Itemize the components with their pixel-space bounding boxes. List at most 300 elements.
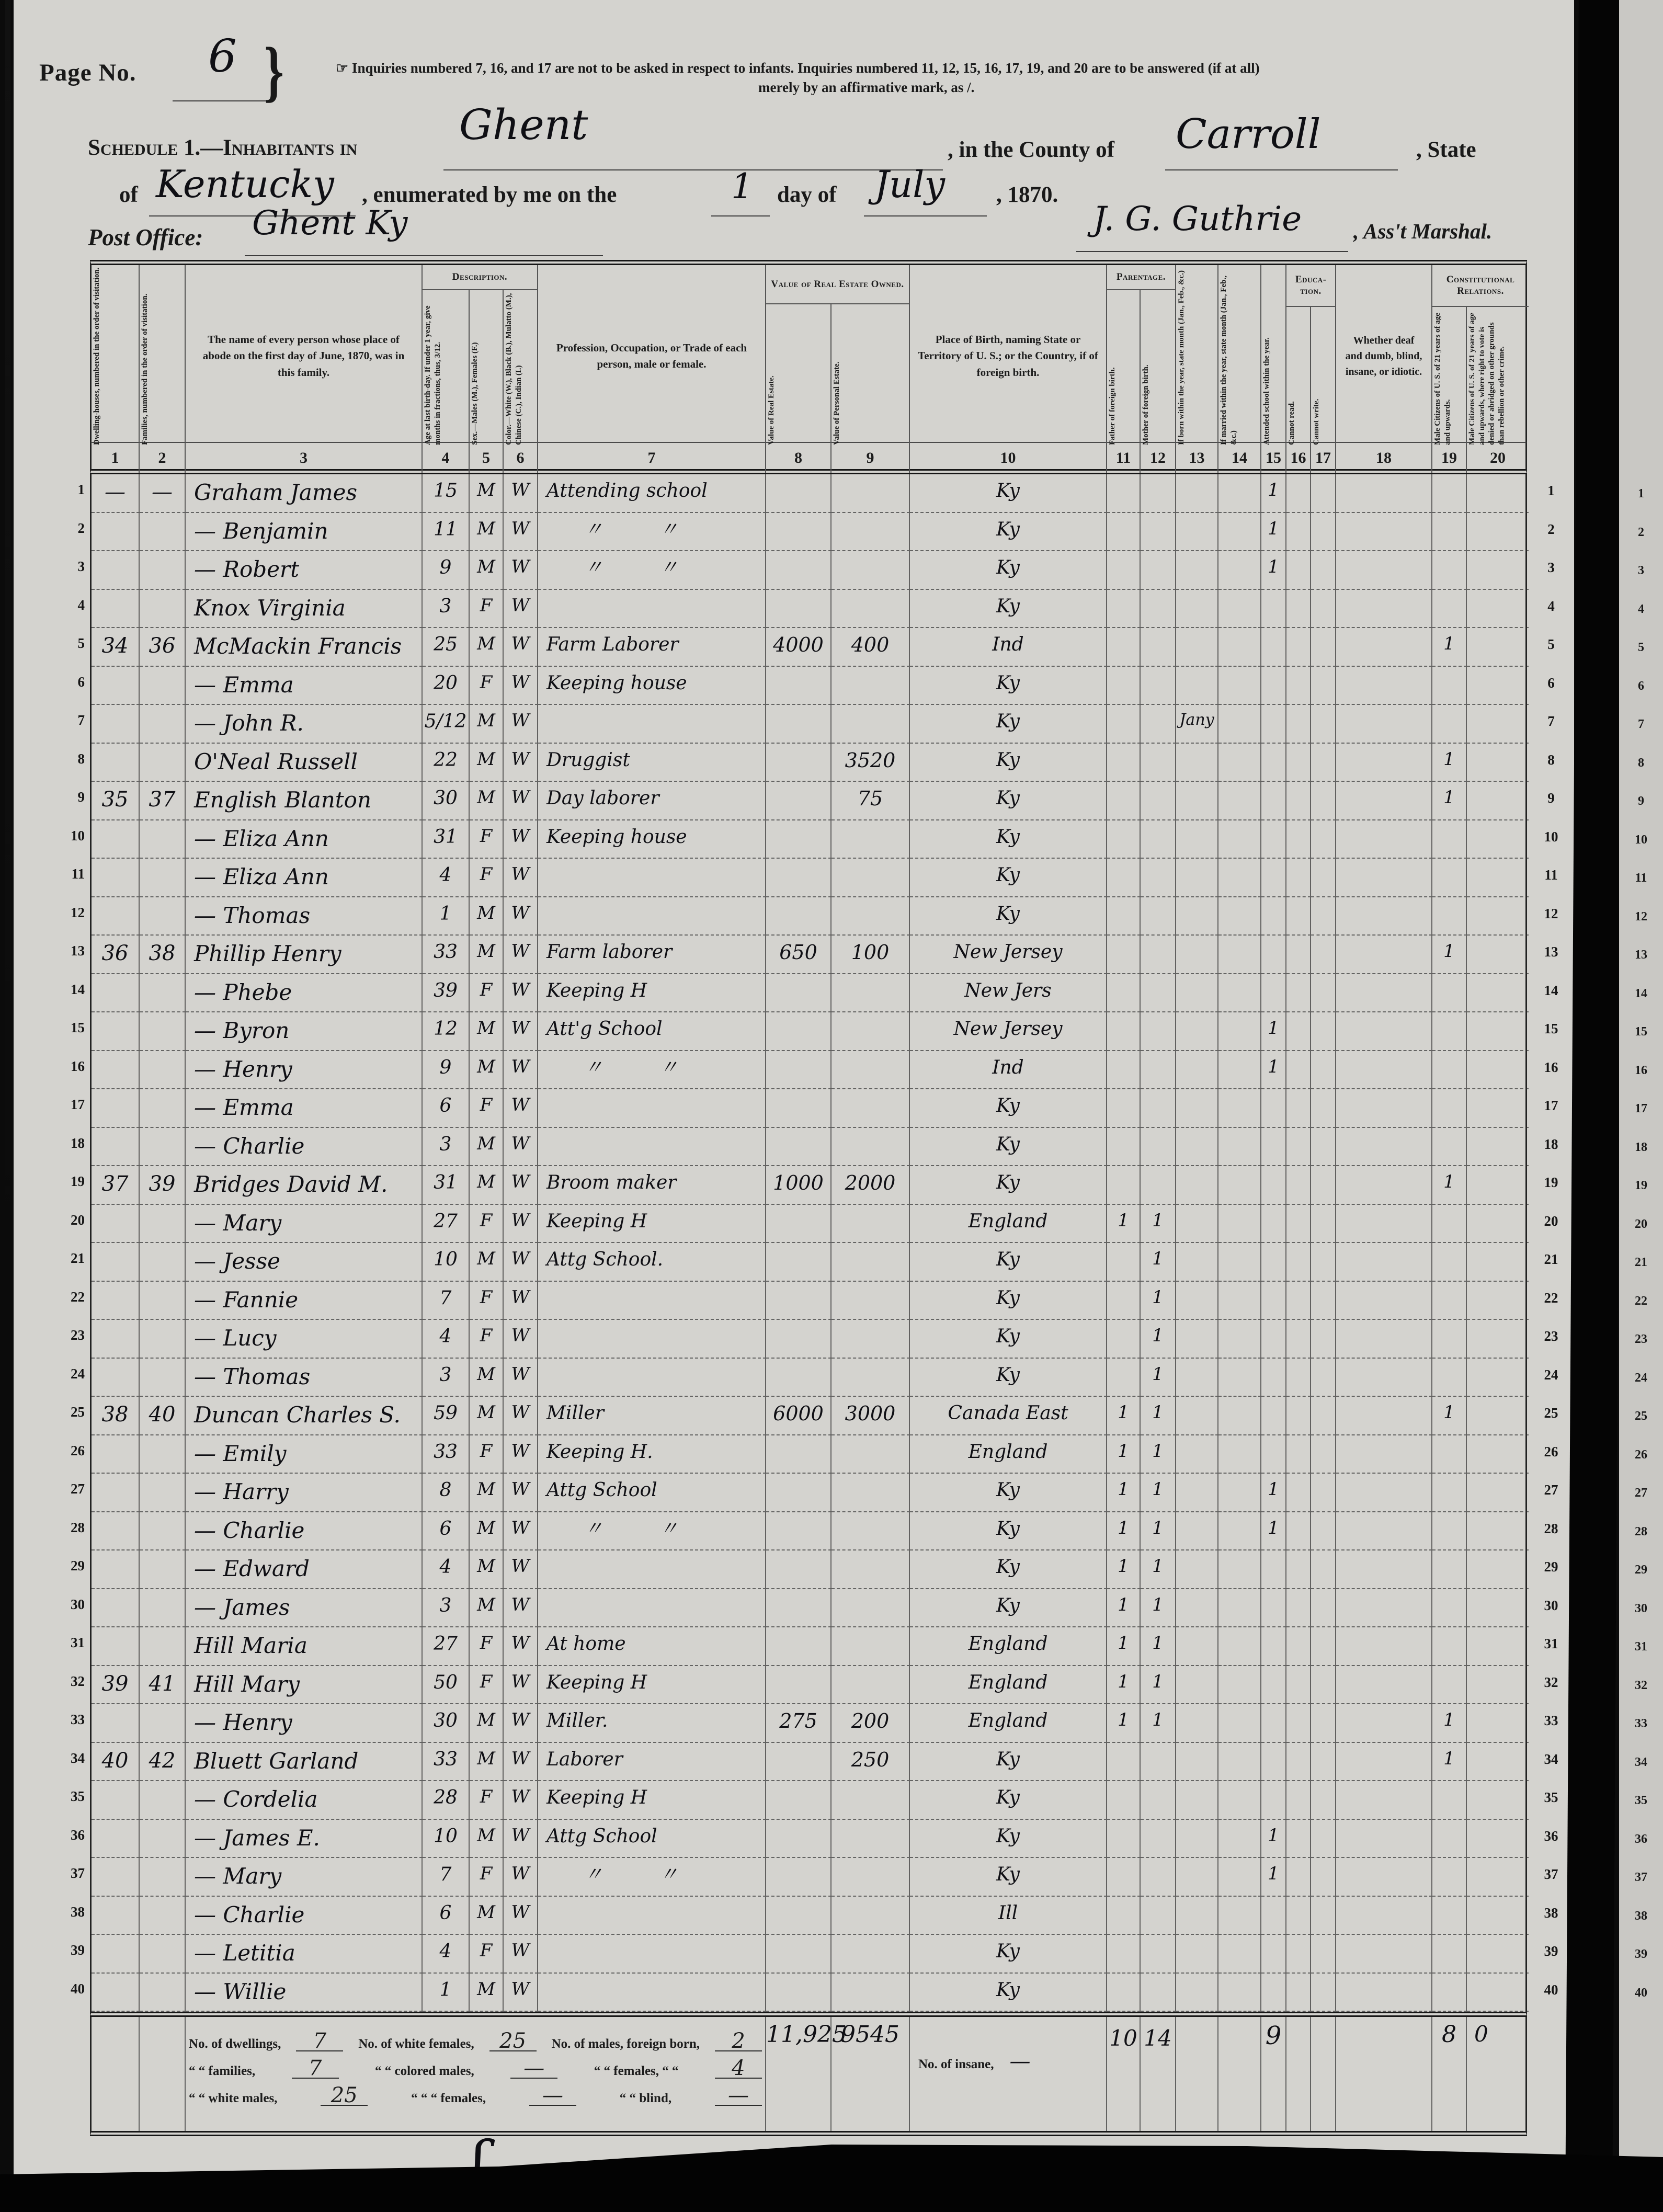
cell-born-month xyxy=(1176,1743,1218,1782)
cell-name: Duncan Charles S. xyxy=(186,1397,423,1435)
cell-born-month xyxy=(1176,1820,1218,1858)
cell-married-month xyxy=(1218,1974,1261,2012)
line-number: 8 xyxy=(77,750,85,767)
cell-married-month xyxy=(1218,820,1261,859)
brace-glyph: } xyxy=(264,33,284,109)
cell-father-foreign xyxy=(1107,782,1141,820)
cell-deaf-dumb xyxy=(1336,1512,1432,1551)
cell-cannot-write xyxy=(1311,859,1336,897)
cell-name: — Eliza Ann xyxy=(186,820,423,859)
cell-married-month xyxy=(1218,551,1261,590)
cell-cannot-write xyxy=(1311,936,1336,974)
right-line-number: 15 xyxy=(1544,1021,1558,1036)
cell-cannot-write xyxy=(1311,1089,1336,1128)
cell-real-estate: 4000 xyxy=(766,628,832,667)
cell-citizen-denied xyxy=(1467,474,1529,513)
cell-school xyxy=(1261,897,1286,936)
cell-name: O'Neal Russell xyxy=(186,744,423,782)
cell-occupation: At home xyxy=(538,1627,766,1666)
cell-mother-foreign xyxy=(1141,1858,1176,1897)
cell-family xyxy=(140,513,186,552)
cell-mother-foreign xyxy=(1141,782,1176,820)
cell-father-foreign xyxy=(1107,667,1141,705)
cell-father-foreign xyxy=(1107,1974,1141,2012)
cell-cannot-write xyxy=(1311,897,1336,936)
cell-born-month xyxy=(1176,628,1218,667)
cell-married-month xyxy=(1218,1474,1261,1512)
cell-deaf-dumb xyxy=(1336,667,1432,705)
cell-deaf-dumb xyxy=(1336,474,1432,513)
cell-age: 27 xyxy=(423,1627,470,1666)
cell-deaf-dumb xyxy=(1336,1704,1432,1743)
cell-birthplace: Ky xyxy=(910,1166,1107,1205)
cell-cannot-write xyxy=(1311,1397,1336,1435)
cell-married-month xyxy=(1218,1704,1261,1743)
cell-age: 10 xyxy=(423,1243,470,1282)
cell-personal-estate xyxy=(832,1474,910,1512)
cell-occupation xyxy=(538,1282,766,1320)
cell-father-foreign xyxy=(1107,1282,1141,1320)
cell-family xyxy=(140,1820,186,1858)
cell-occupation xyxy=(538,1974,766,2012)
right-line-number: 31 xyxy=(1544,1636,1558,1651)
right-line-number: 3 xyxy=(1547,560,1555,575)
cell-born-month xyxy=(1176,590,1218,629)
cell-color: W xyxy=(504,859,538,897)
cell-sex: F xyxy=(470,1781,504,1820)
cell-deaf-dumb xyxy=(1336,1743,1432,1782)
cell-father-foreign xyxy=(1107,936,1141,974)
column-number: 16 xyxy=(1286,443,1311,473)
column-number: 10 xyxy=(910,443,1107,473)
cell-married-month xyxy=(1218,474,1261,513)
cell-deaf-dumb xyxy=(1336,859,1432,897)
cell-mother-foreign xyxy=(1141,551,1176,590)
cell-real-estate: 275 xyxy=(766,1704,832,1743)
cell-born-month xyxy=(1176,513,1218,552)
page-no-value: 6 xyxy=(208,30,237,83)
cell-mother-foreign: 1 xyxy=(1141,1243,1176,1282)
cell-cannot-read xyxy=(1286,1282,1311,1320)
cell-cannot-read xyxy=(1286,590,1311,629)
cell-dwelling xyxy=(92,1205,140,1244)
cell-real-estate xyxy=(766,474,832,513)
cell-married-month xyxy=(1218,1627,1261,1666)
right-line-number: 1 xyxy=(1547,483,1555,498)
cell-occupation: Keeping H xyxy=(538,974,766,1013)
cell-name: — Mary xyxy=(186,1858,423,1897)
cell-dwelling xyxy=(92,1781,140,1820)
right-line-number: 32 xyxy=(1544,1674,1558,1690)
cell-citizen xyxy=(1432,667,1467,705)
total-attended-school: 9 xyxy=(1261,2017,1286,2131)
strip-line-number: 34 xyxy=(1635,1755,1647,1769)
cell-real-estate xyxy=(766,1512,832,1551)
cell-married-month xyxy=(1218,513,1261,552)
cell-citizen-denied xyxy=(1467,859,1529,897)
cell-family: 37 xyxy=(140,782,186,820)
cell-sex: M xyxy=(470,1512,504,1551)
cell-father-foreign: 1 xyxy=(1107,1512,1141,1551)
cell-school xyxy=(1261,1128,1286,1167)
cell-born-month xyxy=(1176,936,1218,974)
right-line-number: 26 xyxy=(1544,1443,1558,1460)
cell-born-month xyxy=(1176,1051,1218,1090)
cell-cannot-read xyxy=(1286,1359,1311,1397)
cell-born-month xyxy=(1176,1512,1218,1551)
strip-line-number: 22 xyxy=(1635,1294,1647,1308)
cell-citizen xyxy=(1432,1051,1467,1090)
cell-father-foreign xyxy=(1107,820,1141,859)
cell-family xyxy=(140,744,186,782)
table-footer xyxy=(90,2017,1527,2136)
cell-cannot-write xyxy=(1311,705,1336,744)
cell-married-month xyxy=(1218,1320,1261,1359)
table-body xyxy=(90,474,1527,2017)
cell-age: 28 xyxy=(423,1781,470,1820)
cell-color: W xyxy=(504,1935,538,1974)
footer-cell-family xyxy=(140,2017,186,2131)
cell-cannot-write xyxy=(1311,1282,1336,1320)
cell-color: W xyxy=(504,1051,538,1090)
cell-family xyxy=(140,1589,186,1628)
cell-age: 39 xyxy=(423,974,470,1013)
strip-line-number: 5 xyxy=(1638,641,1644,654)
strip-line-number: 30 xyxy=(1635,1601,1647,1615)
cell-citizen-denied xyxy=(1467,1935,1529,1974)
cell-cannot-write xyxy=(1311,1627,1336,1666)
cell-color: W xyxy=(504,1627,538,1666)
strip-line-number: 37 xyxy=(1635,1871,1647,1884)
cell-dwelling xyxy=(92,1128,140,1167)
cell-color: W xyxy=(504,1474,538,1512)
cell-cannot-write xyxy=(1311,474,1336,513)
cell-citizen xyxy=(1432,1550,1467,1589)
line-number: 6 xyxy=(77,674,85,690)
cell-family xyxy=(140,1359,186,1397)
cell-mother-foreign: 1 xyxy=(1141,1435,1176,1474)
cell-real-estate xyxy=(766,744,832,782)
strip-line-number: 26 xyxy=(1635,1447,1647,1462)
footer-cell-cannot-write xyxy=(1311,2017,1336,2131)
cell-deaf-dumb xyxy=(1336,1627,1432,1666)
cell-cannot-read xyxy=(1286,1089,1311,1128)
cell-citizen: 1 xyxy=(1432,1743,1467,1782)
cell-real-estate xyxy=(766,1627,832,1666)
cell-personal-estate: 2000 xyxy=(832,1166,910,1205)
cell-age: 59 xyxy=(423,1397,470,1435)
cell-deaf-dumb xyxy=(1336,1012,1432,1051)
cell-father-foreign xyxy=(1107,513,1141,552)
cell-name: Bridges David M. xyxy=(186,1166,423,1205)
cell-dwelling xyxy=(92,1974,140,2012)
cell-family xyxy=(140,1282,186,1320)
cell-name: McMackin Francis xyxy=(186,628,423,667)
cell-deaf-dumb xyxy=(1336,974,1432,1013)
cell-citizen-denied xyxy=(1467,1012,1529,1051)
cell-color: W xyxy=(504,1974,538,2012)
cell-deaf-dumb xyxy=(1336,1089,1432,1128)
cell-born-month xyxy=(1176,1128,1218,1167)
cell-family: 39 xyxy=(140,1166,186,1205)
cell-father-foreign xyxy=(1107,1935,1141,1974)
cell-name: Hill Mary xyxy=(186,1666,423,1705)
cell-color: W xyxy=(504,1858,538,1897)
cell-age: 15 xyxy=(423,474,470,513)
cell-sex: F xyxy=(470,1089,504,1128)
cell-deaf-dumb xyxy=(1336,590,1432,629)
cell-married-month xyxy=(1218,1089,1261,1128)
cell-sex: F xyxy=(470,1320,504,1359)
cell-birthplace: Ky xyxy=(910,1359,1107,1397)
cell-born-month xyxy=(1176,974,1218,1013)
right-line-number: 17 xyxy=(1544,1098,1558,1113)
cell-color: W xyxy=(504,1820,538,1858)
census-table xyxy=(90,260,1527,2136)
cell-personal-estate xyxy=(832,1243,910,1282)
strip-line-number: 29 xyxy=(1635,1563,1647,1577)
cell-birthplace: Ky xyxy=(910,705,1107,744)
cell-name: — Phebe xyxy=(186,974,423,1013)
cell-born-month xyxy=(1176,1550,1218,1589)
cell-citizen xyxy=(1432,1089,1467,1128)
cell-family xyxy=(140,1858,186,1897)
cell-family xyxy=(140,1512,186,1551)
cell-birthplace: Ky xyxy=(910,1089,1107,1128)
column-number: 19 xyxy=(1432,443,1467,473)
cell-deaf-dumb xyxy=(1336,1666,1432,1705)
cell-color: W xyxy=(504,1704,538,1743)
strip-line-number: 3 xyxy=(1638,564,1644,577)
col-header-birthplace: Place of Birth, naming State or Territory of U. S.; or the Country, if of foreign birth. xyxy=(910,265,1107,447)
right-line-number: 11 xyxy=(1544,867,1558,883)
cell-family xyxy=(140,667,186,705)
line-number: 20 xyxy=(71,1212,85,1228)
instructions-line2: merely by an affirmative mark, as /. xyxy=(758,79,975,95)
cell-citizen xyxy=(1432,1781,1467,1820)
cell-father-foreign: 1 xyxy=(1107,1550,1141,1589)
cell-sex: F xyxy=(470,1935,504,1974)
cell-deaf-dumb xyxy=(1336,1320,1432,1359)
cell-personal-estate xyxy=(832,513,910,552)
cell-school xyxy=(1261,744,1286,782)
line-number: 33 xyxy=(71,1712,85,1727)
cell-dwelling xyxy=(92,1858,140,1897)
footer-insane xyxy=(910,2017,1107,2131)
column-number: 2 xyxy=(140,443,186,473)
cell-family xyxy=(140,1435,186,1474)
cell-age: 33 xyxy=(423,1743,470,1782)
total-personal-estate: 9545 xyxy=(832,2017,910,2131)
strip-line-number: 21 xyxy=(1635,1256,1647,1269)
cell-cannot-write xyxy=(1311,1589,1336,1628)
line-number: 4 xyxy=(77,597,85,613)
footer-cell-born-month xyxy=(1176,2017,1218,2131)
cell-father-foreign xyxy=(1107,1820,1141,1858)
strip-line-number: 4 xyxy=(1638,602,1644,616)
cell-name: — Henry xyxy=(186,1704,423,1743)
cell-birthplace: Ky xyxy=(910,782,1107,820)
cell-birthplace: Ind xyxy=(910,1051,1107,1090)
cell-real-estate xyxy=(766,1320,832,1359)
cell-dwelling xyxy=(92,551,140,590)
cell-citizen-denied xyxy=(1467,1166,1529,1205)
cell-married-month xyxy=(1218,628,1261,667)
month-underline xyxy=(864,215,987,216)
cell-school xyxy=(1261,667,1286,705)
cell-family xyxy=(140,1627,186,1666)
cell-occupation: Keeping house xyxy=(538,667,766,705)
cell-citizen xyxy=(1432,705,1467,744)
cell-school xyxy=(1261,859,1286,897)
cell-cannot-read xyxy=(1286,1897,1311,1935)
cell-citizen-denied xyxy=(1467,1474,1529,1512)
cell-sex: F xyxy=(470,859,504,897)
cell-real-estate xyxy=(766,1589,832,1628)
cell-family xyxy=(140,1974,186,2012)
strip-line-number: 10 xyxy=(1635,833,1647,847)
cell-real-estate xyxy=(766,1051,832,1090)
right-line-number: 2 xyxy=(1547,521,1555,537)
right-line-number: 24 xyxy=(1544,1366,1558,1383)
cell-cannot-read xyxy=(1286,1012,1311,1051)
cell-mother-foreign: 1 xyxy=(1141,1205,1176,1244)
cell-dwelling xyxy=(92,590,140,629)
cell-personal-estate xyxy=(832,1627,910,1666)
cell-real-estate xyxy=(766,1858,832,1897)
column-number: 3 xyxy=(186,443,423,473)
cell-deaf-dumb xyxy=(1336,1474,1432,1512)
cell-school: 1 xyxy=(1261,1474,1286,1512)
cell-deaf-dumb xyxy=(1336,1051,1432,1090)
cell-personal-estate: 3520 xyxy=(832,744,910,782)
cell-dwelling: 39 xyxy=(92,1666,140,1705)
cell-deaf-dumb xyxy=(1336,551,1432,590)
cell-cannot-read xyxy=(1286,897,1311,936)
cell-deaf-dumb xyxy=(1336,1435,1432,1474)
cell-name: — Willie xyxy=(186,1974,423,2012)
cell-citizen xyxy=(1432,1243,1467,1282)
month-value: July xyxy=(874,163,946,206)
cell-cannot-write xyxy=(1311,1550,1336,1589)
cell-cannot-write xyxy=(1311,590,1336,629)
page-no-underline xyxy=(173,100,269,101)
cell-cannot-read xyxy=(1286,1512,1311,1551)
cell-school xyxy=(1261,1243,1286,1282)
cell-occupation: 〃 〃 xyxy=(538,1512,766,1551)
cell-citizen-denied xyxy=(1467,667,1529,705)
line-number: 10 xyxy=(71,827,85,843)
cell-personal-estate xyxy=(832,1550,910,1589)
cell-sex: F xyxy=(470,1205,504,1244)
cell-born-month xyxy=(1176,1781,1218,1820)
cell-occupation xyxy=(538,1128,766,1167)
cell-cannot-read xyxy=(1286,551,1311,590)
footer-cell-dwelling xyxy=(92,2017,140,2131)
cell-age: 3 xyxy=(423,590,470,629)
cell-color: W xyxy=(504,1012,538,1051)
cell-born-month xyxy=(1176,1589,1218,1628)
cell-school: 1 xyxy=(1261,1051,1286,1090)
cell-age: 5/12 xyxy=(423,705,470,744)
group-header-value-owned: Value of Real Estate Owned. xyxy=(766,265,910,304)
cell-citizen xyxy=(1432,1282,1467,1320)
cell-birthplace: Ky xyxy=(910,1282,1107,1320)
cell-birthplace: Ky xyxy=(910,590,1107,629)
cell-family xyxy=(140,1243,186,1282)
col-header-married-month: If married within the year, state month (Jan., Feb., &c.) xyxy=(1218,265,1261,447)
cell-family: 36 xyxy=(140,628,186,667)
cell-name: — Thomas xyxy=(186,897,423,936)
cell-real-estate: 6000 xyxy=(766,1397,832,1435)
right-line-number: 21 xyxy=(1544,1251,1558,1267)
cell-dwelling xyxy=(92,1012,140,1051)
cell-citizen xyxy=(1432,974,1467,1013)
cell-married-month xyxy=(1218,667,1261,705)
cell-dwelling: 34 xyxy=(92,628,140,667)
cell-color: W xyxy=(504,705,538,744)
strip-line-number: 13 xyxy=(1635,948,1647,962)
cell-real-estate xyxy=(766,513,832,552)
cell-color: W xyxy=(504,974,538,1013)
cell-born-month xyxy=(1176,1704,1218,1743)
footer-cell-married-month xyxy=(1218,2017,1261,2131)
cell-deaf-dumb xyxy=(1336,1974,1432,2012)
of-label: of xyxy=(119,183,138,207)
ink-stroke-mark: ʃ xyxy=(471,2128,486,2195)
cell-dwelling xyxy=(92,1627,140,1666)
cell-name: Bluett Garland xyxy=(186,1743,423,1782)
cell-cannot-write xyxy=(1311,820,1336,859)
cell-personal-estate xyxy=(832,1051,910,1090)
cell-name: — Charlie xyxy=(186,1128,423,1167)
cell-sex: M xyxy=(470,628,504,667)
cell-sex: M xyxy=(470,1897,504,1935)
cell-birthplace: Ky xyxy=(910,1320,1107,1359)
cell-color: W xyxy=(504,1320,538,1359)
stat-label: “ “ females, “ “ xyxy=(594,2064,679,2078)
cell-school xyxy=(1261,590,1286,629)
strip-line-number: 25 xyxy=(1635,1409,1647,1423)
cell-color: W xyxy=(504,1666,538,1705)
cell-occupation: 〃 〃 xyxy=(538,1858,766,1897)
cell-cannot-write xyxy=(1311,1051,1336,1090)
right-line-number: 14 xyxy=(1544,982,1558,998)
cell-mother-foreign xyxy=(1141,1166,1176,1205)
line-number: 11 xyxy=(71,866,85,882)
cell-cannot-write xyxy=(1311,744,1336,782)
col-header-profession: Profession, Occupation, or Trade of each person, male or female. xyxy=(538,265,766,447)
stat-label: No. of dwellings, xyxy=(189,2037,281,2051)
line-number: 22 xyxy=(71,1289,85,1305)
cell-deaf-dumb xyxy=(1336,1589,1432,1628)
cell-dwelling xyxy=(92,1320,140,1359)
cell-cannot-read xyxy=(1286,936,1311,974)
cell-citizen xyxy=(1432,513,1467,552)
column-number: 14 xyxy=(1218,443,1261,473)
cell-color: W xyxy=(504,1282,538,1320)
cell-name: — Emma xyxy=(186,1089,423,1128)
cell-married-month xyxy=(1218,1858,1261,1897)
cell-deaf-dumb xyxy=(1336,1858,1432,1897)
cell-citizen-denied xyxy=(1467,782,1529,820)
col-header-cannot-read: Cannot read. xyxy=(1286,307,1311,447)
cell-occupation: 〃 〃 xyxy=(538,1051,766,1090)
right-line-number: 7 xyxy=(1547,713,1555,729)
cell-citizen-denied xyxy=(1467,628,1529,667)
footer-cell-deaf-dumb xyxy=(1336,2017,1432,2131)
cell-real-estate xyxy=(766,1474,832,1512)
